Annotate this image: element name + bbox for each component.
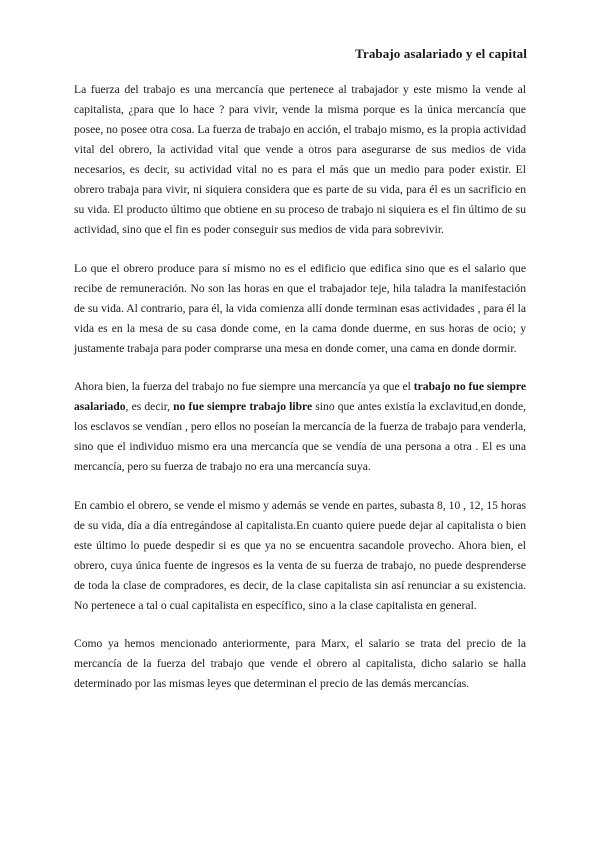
document-title: Trabajo asalariado y el capital xyxy=(355,46,527,61)
paragraph-text: En cambio el obrero, se vende el mismo y además se vende en partes, subasta 8, 10 , 12, 15 horas de su vida, día a día entregándose al capitalista.En cuanto quiere puede dejar al capitalista o bien este último lo puede despedir si es que ya no se encuentra sacandole provecho. Ahora bien, el obrero, cuya única fuente de ingresos es la venta de su fuerza de trabajo, no puede desprenderse de toda la clase de compradores, es decir, de la clase capitalista sin así renunciar a su existencia. No pertenece a tal o cual capitalista en específico, sino a la clase capitalista en general. xyxy=(74,498,526,612)
paragraph xyxy=(74,377,526,477)
paragraph xyxy=(74,634,526,694)
paragraph xyxy=(74,259,526,359)
paragraph xyxy=(74,496,526,616)
paragraph-text: Lo que el obrero produce para sí mismo no es el edificio que edifica sino que es el salario que recibe de remuneración. No son las horas en que el trabajador teje, hila taladra la manifestación de su vida. Al contrario, para él, la vida comienza allí donde terminan esas actividades , para él la vida es en la mesa de su casa donde come, en la cama donde duerme, en sus horas de ocio; y justamente trabaja para poder comprarse una mesa en donde comer, una cama en donde dormir. xyxy=(74,261,526,355)
paragraph-text: Ahora bien, la fuerza del trabajo no fue siempre una mercancía ya que el xyxy=(74,380,414,393)
bold-phrase: trabajo no fue siempre asalariado xyxy=(74,380,526,413)
document-body xyxy=(74,80,526,713)
paragraph xyxy=(74,80,526,240)
paragraph-text: Como ya hemos mencionado anteriormente, para Marx, el salario se trata del precio de la mercancía de la fuerza del trabajo que vende el obrero al capitalista, dicho salario se halla determinado por las mismas leyes que determinan el precio de las demás mercancías. xyxy=(74,637,526,690)
paragraph-text: , es decir, xyxy=(125,400,174,413)
paragraph-text: La fuerza del trabajo es una mercancía que pertenece al trabajador y este mismo la vende al capitalista, ¿para que lo hace ? para vivir, vende la misma porque es la única mercancía que posee, no posee otra cosa. La fuerza de trabajo en acción, el trabajo mismo, es la propia actividad vital del obrero, la actividad vital que vende a otros para asegurarse de sus medios de vida necesarios, es decir, su actividad vital no es para el más que un medio para poder existir. El obrero trabaja para vivir, ni siquiera considera que es parte de su vida, para él es un sacrificio en su vida. El producto último que obtiene en su proceso de trabajo ni siquiera es el fin último de su actividad, sino que el fin es poder conseguir sus medios de vida para sobrevivir. xyxy=(74,83,526,236)
paragraph-text: sino que antes existía la exclavitud,en donde, los esclavos se vendían , pero ellos no poseían la mercancía de la fuerza de trabajo para venderla, sino que el individuo mismo era una mercancía que se vendía de una persona a otra . El es una mercancía, pero su fuerza de trabajo no era una mercancía suya. xyxy=(74,400,527,473)
bold-phrase: no fue siempre trabajo libre xyxy=(173,400,313,413)
